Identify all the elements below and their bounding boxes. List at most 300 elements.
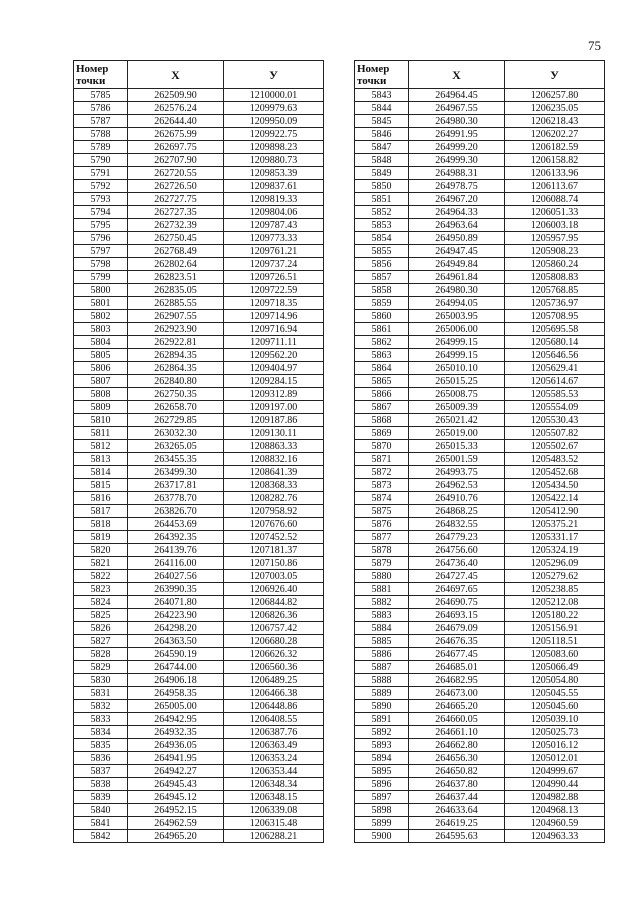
table-row (355, 687, 605, 700)
cell-y: 1205629.41 (505, 362, 605, 375)
cell-point-number: 5899 (355, 817, 409, 830)
cell-y: 1205324.19 (505, 544, 605, 557)
cell-x: 264693.15 (409, 609, 505, 622)
cell-y: 1204960.59 (505, 817, 605, 830)
cell-x: 264999.15 (409, 336, 505, 349)
table-row (355, 817, 605, 830)
cell-point-number: 5873 (355, 479, 409, 492)
cell-y: 1205860.24 (505, 258, 605, 271)
cell-point-number: 5847 (355, 141, 409, 154)
cell-y: 1210000.01 (224, 89, 324, 102)
cell-point-number: 5885 (355, 635, 409, 648)
table-row (355, 648, 605, 661)
cell-y: 1209312.89 (224, 388, 324, 401)
cell-x: 262907.55 (128, 310, 224, 323)
table-row (355, 258, 605, 271)
cell-y: 1205180.22 (505, 609, 605, 622)
table-row (74, 323, 324, 336)
cell-point-number: 5842 (74, 830, 128, 843)
cell-x: 262922.81 (128, 336, 224, 349)
cell-x: 264685.01 (409, 661, 505, 674)
cell-x: 263499.30 (128, 466, 224, 479)
cell-y: 1205118.51 (505, 635, 605, 648)
cell-y: 1205502.67 (505, 440, 605, 453)
cell-x: 262732.39 (128, 219, 224, 232)
table-row (74, 687, 324, 700)
table-row (355, 89, 605, 102)
cell-x: 264650.82 (409, 765, 505, 778)
cell-y: 1209819.33 (224, 193, 324, 206)
table-row (355, 752, 605, 765)
table-header-row (74, 61, 324, 89)
cell-y: 1209880.73 (224, 154, 324, 167)
table-row (74, 817, 324, 830)
cell-point-number: 5874 (355, 492, 409, 505)
table-row (355, 102, 605, 115)
cell-x: 262697.75 (128, 141, 224, 154)
cell-point-number: 5845 (355, 115, 409, 128)
table-row (74, 232, 324, 245)
cell-point-number: 5888 (355, 674, 409, 687)
table-row (355, 167, 605, 180)
cell-point-number: 5827 (74, 635, 128, 648)
cell-x: 264832.55 (409, 518, 505, 531)
cell-x: 264868.25 (409, 505, 505, 518)
cell-y: 1209718.35 (224, 297, 324, 310)
table-row (74, 700, 324, 713)
cell-x: 262802.64 (128, 258, 224, 271)
cell-y: 1206235.05 (505, 102, 605, 115)
cell-x: 263826.70 (128, 505, 224, 518)
cell-point-number: 5839 (74, 791, 128, 804)
table-row (355, 778, 605, 791)
cell-x: 265019.00 (409, 427, 505, 440)
cell-y: 1206315.48 (224, 817, 324, 830)
cell-x: 264964.33 (409, 206, 505, 219)
table-row (74, 102, 324, 115)
cell-x: 262750.45 (128, 232, 224, 245)
table-row (74, 635, 324, 648)
table-row (355, 219, 605, 232)
cell-y: 1205212.08 (505, 596, 605, 609)
cell-y: 1205279.62 (505, 570, 605, 583)
cell-point-number: 5793 (74, 193, 128, 206)
cell-y: 1209284.15 (224, 375, 324, 388)
table-row (74, 154, 324, 167)
cell-point-number: 5852 (355, 206, 409, 219)
cell-x: 264965.20 (128, 830, 224, 843)
cell-x: 264656.30 (409, 752, 505, 765)
cell-y: 1206926.40 (224, 583, 324, 596)
cell-y: 1205083.60 (505, 648, 605, 661)
cell-x: 264756.60 (409, 544, 505, 557)
cell-point-number: 5824 (74, 596, 128, 609)
cell-y: 1205530.43 (505, 414, 605, 427)
table-row (74, 544, 324, 557)
cell-point-number: 5872 (355, 466, 409, 479)
cell-x: 262894.35 (128, 349, 224, 362)
table-row (74, 583, 324, 596)
cell-x: 263990.35 (128, 583, 224, 596)
cell-x: 264967.20 (409, 193, 505, 206)
table-row (74, 713, 324, 726)
cell-x: 264071.80 (128, 596, 224, 609)
table-row (355, 440, 605, 453)
header-x: Х (128, 61, 224, 89)
cell-point-number: 5900 (355, 830, 409, 843)
cell-x: 262768.49 (128, 245, 224, 258)
cell-x: 262923.90 (128, 323, 224, 336)
cell-x: 265021.42 (409, 414, 505, 427)
table-row (74, 388, 324, 401)
cell-x: 263455.35 (128, 453, 224, 466)
cell-point-number: 5797 (74, 245, 128, 258)
cell-x: 262509.90 (128, 89, 224, 102)
cell-y: 1206844.82 (224, 596, 324, 609)
cell-point-number: 5875 (355, 505, 409, 518)
table-row (355, 375, 605, 388)
cell-x: 264690.75 (409, 596, 505, 609)
cell-y: 1205025.73 (505, 726, 605, 739)
cell-point-number: 5869 (355, 427, 409, 440)
table-row (74, 271, 324, 284)
table-row (74, 830, 324, 843)
cell-x: 264453.69 (128, 518, 224, 531)
cell-x: 264679.09 (409, 622, 505, 635)
cell-x: 262864.35 (128, 362, 224, 375)
table-row (355, 336, 605, 349)
table-row (74, 89, 324, 102)
cell-y: 1205585.53 (505, 388, 605, 401)
table-row (74, 258, 324, 271)
cell-y: 1206257.80 (505, 89, 605, 102)
cell-y: 1209804.06 (224, 206, 324, 219)
cell-x: 265006.00 (409, 323, 505, 336)
table-row (74, 375, 324, 388)
cell-y: 1209716.94 (224, 323, 324, 336)
cell-point-number: 5790 (74, 154, 128, 167)
cell-point-number: 5868 (355, 414, 409, 427)
cell-y: 1208641.39 (224, 466, 324, 479)
cell-x: 265009.39 (409, 401, 505, 414)
table-row (74, 570, 324, 583)
table-row (74, 141, 324, 154)
cell-y: 1206363.49 (224, 739, 324, 752)
cell-y: 1205422.14 (505, 492, 605, 505)
cell-y: 1205412.90 (505, 505, 605, 518)
table-row (355, 713, 605, 726)
cell-y: 1207958.92 (224, 505, 324, 518)
cell-point-number: 5803 (74, 323, 128, 336)
cell-y: 1209404.97 (224, 362, 324, 375)
cell-point-number: 5815 (74, 479, 128, 492)
table-row (74, 362, 324, 375)
header-y: У (505, 61, 605, 89)
cell-point-number: 5887 (355, 661, 409, 674)
cell-y: 1209726.51 (224, 271, 324, 284)
table-row (355, 453, 605, 466)
cell-y: 1206353.24 (224, 752, 324, 765)
table-row (355, 765, 605, 778)
table-row (74, 765, 324, 778)
table-row (74, 804, 324, 817)
cell-point-number: 5878 (355, 544, 409, 557)
cell-x: 264779.23 (409, 531, 505, 544)
cell-point-number: 5825 (74, 609, 128, 622)
cell-y: 1205680.14 (505, 336, 605, 349)
cell-point-number: 5891 (355, 713, 409, 726)
cell-point-number: 5857 (355, 271, 409, 284)
cell-x: 264590.19 (128, 648, 224, 661)
cell-x: 262644.40 (128, 115, 224, 128)
cell-x: 264727.45 (409, 570, 505, 583)
cell-y: 1206757.42 (224, 622, 324, 635)
table-row (74, 297, 324, 310)
cell-point-number: 5880 (355, 570, 409, 583)
cell-point-number: 5851 (355, 193, 409, 206)
cell-point-number: 5819 (74, 531, 128, 544)
table-row (355, 804, 605, 817)
cell-y: 1209722.59 (224, 284, 324, 297)
table-body (355, 89, 605, 843)
table-row (74, 349, 324, 362)
table-row (355, 115, 605, 128)
table-row (74, 596, 324, 609)
table-row (355, 271, 605, 284)
cell-point-number: 5882 (355, 596, 409, 609)
cell-x: 262823.51 (128, 271, 224, 284)
cell-x: 264980.30 (409, 284, 505, 297)
table-row (355, 284, 605, 297)
table-row (355, 193, 605, 206)
table-row (355, 180, 605, 193)
table-row (74, 531, 324, 544)
cell-y: 1207003.05 (224, 570, 324, 583)
cell-point-number: 5794 (74, 206, 128, 219)
table-row (355, 141, 605, 154)
cell-point-number: 5859 (355, 297, 409, 310)
table-row (355, 401, 605, 414)
table-row (355, 232, 605, 245)
cell-y: 1205483.52 (505, 453, 605, 466)
cell-x: 264949.84 (409, 258, 505, 271)
cell-x: 262729.85 (128, 414, 224, 427)
cell-point-number: 5792 (74, 180, 128, 193)
table-row (74, 245, 324, 258)
cell-y: 1205957.95 (505, 232, 605, 245)
table-row (355, 388, 605, 401)
cell-point-number: 5879 (355, 557, 409, 570)
cell-x: 264999.20 (409, 141, 505, 154)
cell-y: 1206387.76 (224, 726, 324, 739)
cell-x: 264978.75 (409, 180, 505, 193)
cell-point-number: 5855 (355, 245, 409, 258)
table-row (355, 505, 605, 518)
coordinates-table-left (73, 60, 324, 843)
cell-x: 263265.05 (128, 440, 224, 453)
cell-x: 263778.70 (128, 492, 224, 505)
cell-x: 264677.45 (409, 648, 505, 661)
cell-point-number: 5861 (355, 323, 409, 336)
cell-y: 1206288.21 (224, 830, 324, 843)
cell-x: 264988.31 (409, 167, 505, 180)
cell-y: 1205808.83 (505, 271, 605, 284)
cell-y: 1205434.50 (505, 479, 605, 492)
cell-x: 264980.30 (409, 115, 505, 128)
cell-point-number: 5826 (74, 622, 128, 635)
cell-y: 1206489.25 (224, 674, 324, 687)
cell-y: 1206560.36 (224, 661, 324, 674)
cell-y: 1205908.23 (505, 245, 605, 258)
cell-point-number: 5897 (355, 791, 409, 804)
cell-point-number: 5796 (74, 232, 128, 245)
cell-y: 1205012.01 (505, 752, 605, 765)
table-row (355, 427, 605, 440)
cell-y: 1205016.12 (505, 739, 605, 752)
table-row (355, 245, 605, 258)
cell-x: 264932.35 (128, 726, 224, 739)
table-row (74, 778, 324, 791)
cell-x: 264945.12 (128, 791, 224, 804)
table-row (355, 596, 605, 609)
table-row (74, 791, 324, 804)
cell-x: 262707.90 (128, 154, 224, 167)
cell-point-number: 5829 (74, 661, 128, 674)
cell-y: 1209187.86 (224, 414, 324, 427)
cell-point-number: 5809 (74, 401, 128, 414)
cell-x: 264665.20 (409, 700, 505, 713)
cell-x: 264942.27 (128, 765, 224, 778)
cell-x: 264950.89 (409, 232, 505, 245)
table-row (74, 219, 324, 232)
cell-point-number: 5840 (74, 804, 128, 817)
table-row (355, 531, 605, 544)
cell-point-number: 5801 (74, 297, 128, 310)
table-row (74, 427, 324, 440)
table-row (74, 752, 324, 765)
cell-point-number: 5856 (355, 258, 409, 271)
cell-point-number: 5838 (74, 778, 128, 791)
table-row (355, 726, 605, 739)
table-body (74, 89, 324, 843)
table-row (355, 362, 605, 375)
table-row (74, 726, 324, 739)
table-row (355, 622, 605, 635)
cell-point-number: 5850 (355, 180, 409, 193)
cell-point-number: 5883 (355, 609, 409, 622)
table-row (74, 518, 324, 531)
cell-y: 1206466.38 (224, 687, 324, 700)
cell-x: 264993.75 (409, 466, 505, 479)
cell-point-number: 5886 (355, 648, 409, 661)
page-number: 75 (588, 38, 601, 53)
cell-y: 1205736.97 (505, 297, 605, 310)
cell-y: 1206826.36 (224, 609, 324, 622)
cell-point-number: 5795 (74, 219, 128, 232)
cell-x: 262576.24 (128, 102, 224, 115)
cell-x: 264676.35 (409, 635, 505, 648)
cell-y: 1209837.61 (224, 180, 324, 193)
cell-x: 265015.33 (409, 440, 505, 453)
cell-y: 1206348.34 (224, 778, 324, 791)
cell-y: 1207150.86 (224, 557, 324, 570)
table-row (355, 466, 605, 479)
cell-x: 264958.35 (128, 687, 224, 700)
cell-y: 1206339.08 (224, 804, 324, 817)
cell-x: 264963.64 (409, 219, 505, 232)
cell-point-number: 5846 (355, 128, 409, 141)
cell-y: 1204963.33 (505, 830, 605, 843)
table-row (355, 518, 605, 531)
cell-y: 1209562.20 (224, 349, 324, 362)
cell-point-number: 5833 (74, 713, 128, 726)
table-row (74, 505, 324, 518)
table-row (74, 674, 324, 687)
cell-point-number: 5864 (355, 362, 409, 375)
cell-y: 1206051.33 (505, 206, 605, 219)
cell-y: 1205614.67 (505, 375, 605, 388)
table-row (74, 206, 324, 219)
cell-y: 1204982.88 (505, 791, 605, 804)
cell-point-number: 5841 (74, 817, 128, 830)
cell-point-number: 5848 (355, 154, 409, 167)
cell-point-number: 5830 (74, 674, 128, 687)
cell-y: 1205507.82 (505, 427, 605, 440)
cell-y: 1205768.85 (505, 284, 605, 297)
table-row (355, 297, 605, 310)
cell-x: 262750.35 (128, 388, 224, 401)
cell-y: 1206408.55 (224, 713, 324, 726)
cell-point-number: 5834 (74, 726, 128, 739)
table-row (74, 440, 324, 453)
cell-x: 264637.44 (409, 791, 505, 804)
cell-x: 264298.20 (128, 622, 224, 635)
cell-x: 265008.75 (409, 388, 505, 401)
table-row (74, 648, 324, 661)
cell-x: 264999.30 (409, 154, 505, 167)
cell-x: 264736.40 (409, 557, 505, 570)
cell-point-number: 5791 (74, 167, 128, 180)
cell-y: 1208832.16 (224, 453, 324, 466)
cell-x: 264906.18 (128, 674, 224, 687)
cell-y: 1205708.95 (505, 310, 605, 323)
cell-x: 265001.59 (409, 453, 505, 466)
cell-point-number: 5810 (74, 414, 128, 427)
cell-point-number: 5877 (355, 531, 409, 544)
cell-x: 264910.76 (409, 492, 505, 505)
cell-x: 264962.59 (128, 817, 224, 830)
cell-y: 1205045.55 (505, 687, 605, 700)
cell-point-number: 5785 (74, 89, 128, 102)
cell-y: 1209950.09 (224, 115, 324, 128)
cell-x: 264945.43 (128, 778, 224, 791)
cell-x: 264661.10 (409, 726, 505, 739)
cell-x: 262835.05 (128, 284, 224, 297)
cell-x: 264116.00 (128, 557, 224, 570)
cell-y: 1209714.96 (224, 310, 324, 323)
cell-point-number: 5789 (74, 141, 128, 154)
table-row (355, 557, 605, 570)
cell-point-number: 5813 (74, 453, 128, 466)
cell-x: 263717.81 (128, 479, 224, 492)
coordinates-table-right (354, 60, 605, 843)
cell-x: 264682.95 (409, 674, 505, 687)
cell-x: 265005.00 (128, 700, 224, 713)
cell-x: 262675.99 (128, 128, 224, 141)
cell-point-number: 5828 (74, 648, 128, 661)
cell-point-number: 5858 (355, 284, 409, 297)
cell-point-number: 5821 (74, 557, 128, 570)
